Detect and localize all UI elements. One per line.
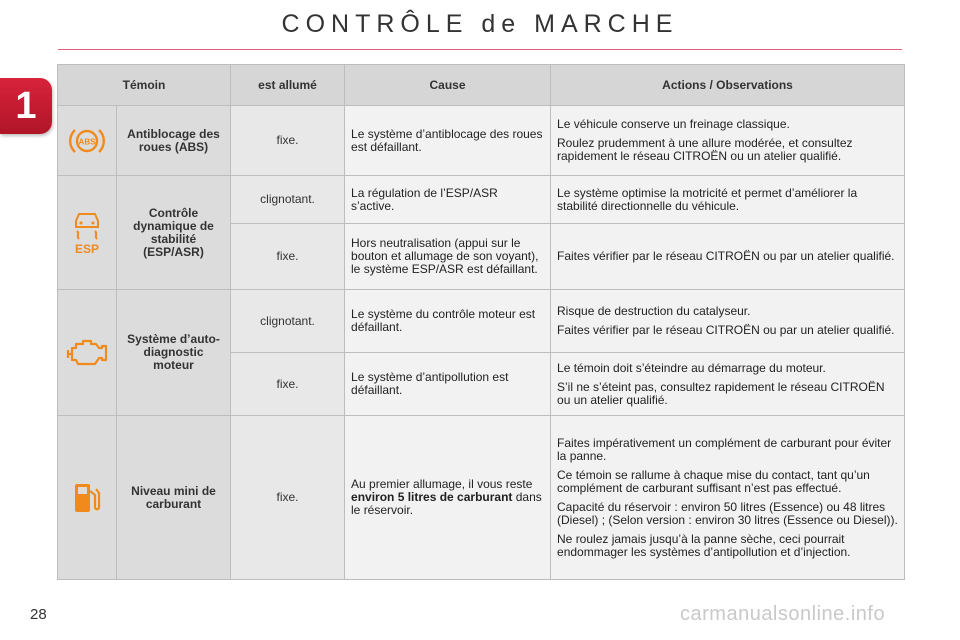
fuel-pump-icon — [64, 481, 110, 515]
action-text: Faites vérifier par le réseau CITROËN ou par un atelier qualifié. — [557, 323, 895, 337]
fuel-cause-emphasis: environ 5 litres de carburant — [351, 490, 513, 504]
watermark: carmanualsonline.info — [680, 603, 886, 625]
fuel-icon-cell — [58, 416, 117, 580]
esp-state-blinking: clignotant. — [231, 176, 345, 224]
action-text: S’il ne s’éteint pas, consultez rapidement le réseau CITROËN ou un atelier qualifié. — [557, 379, 885, 407]
table-header-row — [58, 65, 905, 106]
warning-lights-table — [57, 64, 905, 580]
engine-cause-blinking: Le système du contrôle moteur est défaillant. — [345, 290, 551, 353]
esp-actions-fixed — [551, 224, 905, 290]
abs-state: fixe. — [231, 106, 345, 176]
abs-icon-cell — [58, 106, 117, 176]
header-cause: Cause — [345, 65, 551, 106]
action-text: Le véhicule conserve un freinage classique. — [557, 117, 790, 131]
abs-cause: Le système d’antiblocage des roues est défaillant. — [345, 106, 551, 176]
engine-cause-fixed: Le système d’antipollution est défaillant. — [345, 353, 551, 416]
header-actions: Actions / Observations — [551, 65, 905, 106]
engine-icon-cell — [58, 290, 117, 416]
table-row-fuel — [58, 416, 905, 580]
action-text: Roulez prudemment à une allure modérée, et consultez rapidement le réseau CITROËN ou un atelier qualifié. — [557, 136, 853, 163]
esp-icon-cell — [58, 176, 117, 290]
action-text: Le témoin doit s’éteindre au démarrage du moteur. — [557, 360, 826, 375]
fuel-cause-text: Au premier allumage, il vous reste — [351, 477, 533, 491]
esp-actions-blinking — [551, 176, 905, 224]
svg-text:ESP: ESP — [74, 241, 100, 256]
action-text: Risque de destruction du catalyseur. — [557, 304, 751, 318]
page-title: CONTRÔLE de MARCHE — [281, 10, 679, 38]
header-temoin: Témoin — [58, 65, 231, 106]
engine-state-blinking: clignotant. — [231, 290, 345, 353]
esp-cause-blinking: La régulation de l’ESP/ASR s’active. — [345, 176, 551, 224]
svg-text:ABS: ABS — [78, 137, 96, 146]
action-text: Ne roulez jamais jusqu’à la panne sèche, ceci pourrait endommager les systèmes d’antipollution et d’injection. — [557, 531, 851, 559]
header-allume: est allumé — [231, 65, 345, 106]
action-text: Capacité du réservoir : environ 50 litres (Essence) ou 48 litres (Diesel) ; (Selon version : environ 30 litres (Essence ou Diesel)). — [557, 499, 898, 527]
abs-name: Antiblocage des roues (ABS) — [117, 106, 231, 176]
engine-actions-blinking — [551, 290, 905, 353]
fuel-actions — [551, 416, 905, 580]
abs-warning-icon — [64, 124, 110, 158]
esp-warning-icon — [64, 210, 110, 256]
fuel-state: fixe. — [231, 416, 345, 580]
engine-state-fixed: fixe. — [231, 353, 345, 416]
action-text: Faites vérifier par le réseau CITROËN ou par un atelier qualifié. — [557, 249, 895, 263]
esp-state-fixed: fixe. — [231, 224, 345, 290]
table-row-abs — [58, 106, 905, 176]
table-row-esp-1 — [58, 176, 905, 224]
chapter-tab[interactable]: 1 — [0, 78, 52, 134]
page-number: 28 — [30, 606, 47, 623]
engine-warning-icon — [64, 338, 110, 368]
fuel-cause-text-end: dans le réservoir. — [351, 490, 542, 517]
action-text: Le système optimise la motricité et permet d’améliorer la stabilité directionnelle du véhicule. — [557, 185, 858, 213]
engine-name: Système d’auto-diagnostic moteur — [117, 290, 231, 416]
action-text: Faites impérativement un complément de carburant pour éviter la panne. — [557, 435, 892, 463]
esp-name: Contrôle dynamique de stabilité (ESP/ASR) — [117, 176, 231, 290]
title-divider — [58, 49, 902, 50]
engine-actions-fixed — [551, 353, 905, 416]
action-text: Ce témoin se rallume à chaque mise du contact, tant qu’un complément de carburant suffisant n’est pas effectué. — [557, 467, 870, 495]
esp-cause-fixed: Hors neutralisation (appui sur le bouton et allumage de son voyant), le système ESP/ASR est défaillant. — [345, 224, 551, 290]
table-row-engine-1 — [58, 290, 905, 353]
fuel-name: Niveau mini de carburant — [117, 416, 231, 580]
fuel-cause — [345, 416, 551, 580]
abs-actions — [551, 106, 905, 176]
